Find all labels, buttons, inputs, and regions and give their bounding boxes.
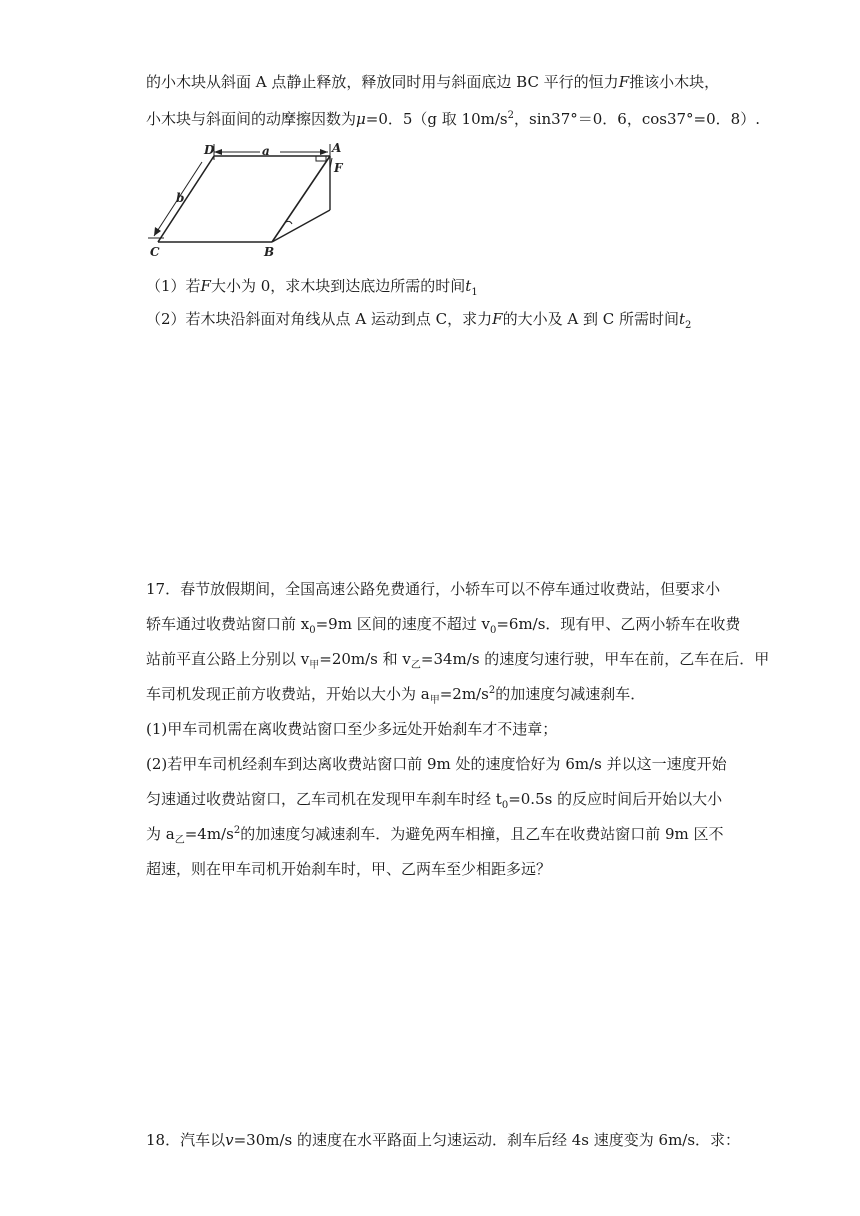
q17-line-5	[146, 719, 726, 739]
q17-line-3	[146, 649, 770, 671]
text: =0．5（g 取 10m/s	[365, 110, 508, 128]
text: =20m/s 和 v	[319, 650, 411, 668]
text: 17．春节放假期间，全国高速公路免费通行，小轿车可以不停车通过收费站，但要求小	[146, 580, 721, 598]
q17-line-8	[146, 824, 726, 844]
arrow-left-icon	[214, 149, 222, 155]
q17-line-2	[146, 614, 741, 636]
q17-line-7	[146, 789, 726, 809]
text: 18．汽车以	[146, 1131, 226, 1149]
text: v	[225, 1131, 234, 1149]
text: =0.5s 的反应时间后开始以大小	[508, 790, 723, 808]
text: μ	[356, 110, 366, 128]
edge-dc	[158, 156, 214, 242]
q16-line-1	[146, 72, 726, 92]
text: 1	[471, 287, 478, 298]
q16-line-2	[146, 109, 760, 129]
label-a-dim: a	[262, 144, 270, 158]
q17-line-1	[146, 579, 726, 599]
q17-line-6	[146, 754, 726, 774]
text: F	[200, 277, 211, 295]
label-f: F	[334, 161, 343, 175]
arrow-right-icon	[320, 149, 328, 155]
text: =34m/s 的速度匀速行驶，甲车在前，乙车在后．甲	[420, 650, 770, 668]
q17-line-9	[146, 859, 726, 879]
text: 的大小及 A 到 C 所需时间	[502, 310, 679, 328]
text: =9m 区间的速度不超过 v	[315, 615, 490, 633]
label-a: A	[332, 141, 342, 155]
text: 的加速度匀减速刹车．为避免两车相撞，且乙车在收费站窗口前 9m 区不	[240, 825, 724, 843]
text: F	[618, 73, 630, 91]
base-support	[272, 210, 330, 242]
text: 乙	[174, 835, 185, 846]
text: =2m/s	[439, 685, 489, 703]
text: (2)若甲车司机经刹车到达离收费站窗口前 9m 处的速度恰好为 6m/s 并以这一速度开始	[146, 755, 727, 773]
label-d: D	[204, 143, 215, 157]
text: 匀速通过收费站窗口，乙车司机在发现甲车刹车时经 t	[146, 790, 502, 808]
text: 小木块与斜面间的动摩擦因数为	[146, 110, 357, 128]
text: t	[465, 277, 472, 295]
text: 2	[488, 685, 496, 696]
text: 的小木块从斜面 A 点静止释放，释放同时用与斜面底边 BC 平行的恒力	[146, 73, 619, 91]
arrow-down-icon	[154, 227, 161, 236]
text: 2	[685, 320, 692, 331]
text: (1)甲车司机需在离收费站窗口至少多远处开始刹车才不违章；	[146, 720, 558, 738]
text: 0	[309, 625, 316, 636]
q17-line-4	[146, 684, 726, 704]
edge-ab	[272, 156, 330, 242]
text: 大小为 0，求木块到达底边所需的时间	[210, 277, 466, 295]
text: =4m/s	[184, 825, 234, 843]
text: =30m/s 的速度在水平路面上匀速运动．刹车后经 4s 速度变为 6m/s．求：	[233, 1131, 741, 1149]
text: 0	[489, 625, 497, 636]
text: 的加速度匀减速刹车．	[495, 685, 646, 703]
text: 2	[233, 825, 241, 836]
text: 超速，则在甲车司机开始刹车时，甲、乙两车至少相距多远？	[146, 860, 552, 878]
label-c: C	[150, 245, 160, 259]
text: 甲	[429, 695, 440, 706]
text: 车司机发现正前方收费站，开始以大小为 a	[146, 685, 430, 703]
q16-sub-1	[146, 276, 726, 296]
text: 2	[507, 110, 514, 121]
label-b: B	[264, 245, 275, 259]
incline-diagram	[140, 136, 380, 264]
text: =6m/s．现有甲、乙两小轿车在收费	[496, 615, 741, 633]
angle-mark-icon	[286, 221, 292, 224]
text: 推该小木块，	[629, 73, 720, 91]
text: （1）若	[146, 277, 201, 295]
text: 为 a	[146, 825, 175, 843]
label-b-dim: b	[176, 191, 185, 205]
text: 站前平直公路上分别以 v	[146, 650, 310, 668]
text: t	[678, 310, 686, 328]
text: 甲	[309, 660, 320, 671]
q18-line-1	[146, 1130, 741, 1150]
text: F	[492, 310, 503, 328]
text: 轿车通过收费站窗口前 x	[146, 615, 310, 633]
text: 乙	[410, 660, 421, 671]
text: ，sin37°＝0．6，cos37°=0．8）.	[514, 110, 760, 128]
text: （2）若木块沿斜面对角线从点 A 运动到点 C，求力	[146, 310, 493, 328]
q16-sub-2	[146, 309, 726, 329]
text: 0	[501, 800, 509, 811]
